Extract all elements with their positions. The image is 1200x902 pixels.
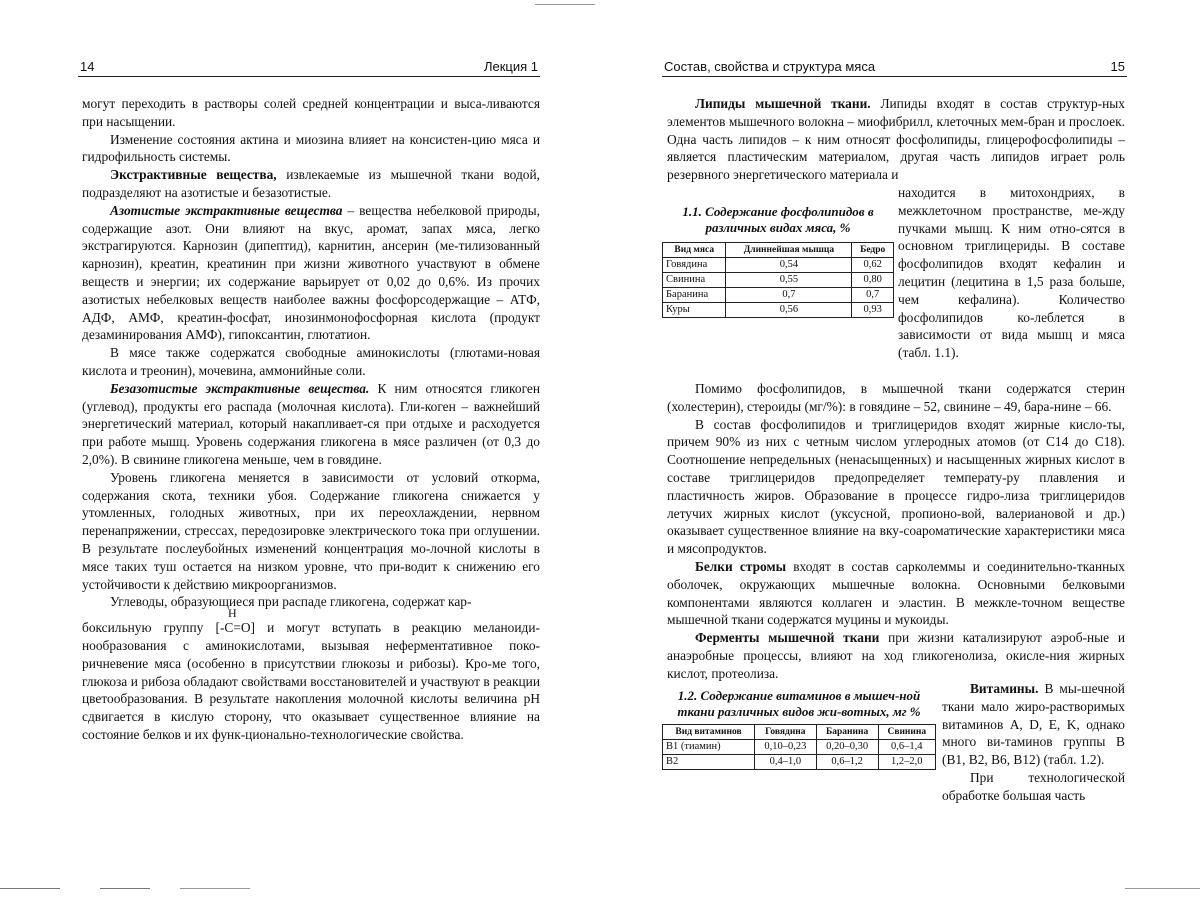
formula-h: H (228, 606, 237, 621)
table-row: Говядина 0,54 0,62 (663, 258, 894, 273)
table-row: Куры 0,56 0,93 (663, 303, 894, 318)
paragraph: Уровень гликогена меняется в зависимости от условий откорма, содержания скота, техники убоя. Содержание гликогена снижается у утомленных, голодных животных, при их переохлаждении, нервном перенапряжении, стрессах, передозировке электрического тока при оглушении. В результате послеубойных изменений концентрация мо-лочной кислоты в мясе таких туш остается на низком уровне, что при-водит к снижению его устойчивости к действию микроорганизмов. (82, 469, 540, 592)
paragraph: Ферменты мышечной ткани при жизни катализируют аэроб-ные и анаэробные процессы, влияют на ход гликогенолиза, окисле-ния жирных кислот, протеолиза. (667, 630, 1125, 681)
table-header: Говядина (755, 725, 817, 740)
heading-enzymes: Ферменты мышечной ткани (695, 630, 880, 646)
heading-nonnitrogenous: Безазотистые экстрактивные вещества. (110, 380, 370, 396)
scan-artifact (535, 4, 595, 5)
table-row: B1 (тиамин) 0,10–0,23 0,20–0,30 0,6–1,4 (663, 740, 936, 755)
paragraph: Белки стромы входят в состав сарколеммы и соединительно-тканных оболочек, окружающих мышечные волокна. Основными белковыми компонентами являются коллаген и эластин. В межкле-точном веществе мышечной ткани содержатся муцины и мукоиды. (667, 558, 1125, 628)
paragraph: Помимо фосфолипидов, в мышечной ткани содержатся стерин (холестерин), стероиды (мг/%): в говядине – 52, свинине – 49, бара-нине – 66. (667, 381, 1125, 414)
table-header: Свинина (878, 725, 935, 740)
vitamin-table (662, 724, 936, 770)
table-row: Баранина 0,7 0,7 (663, 288, 894, 303)
right-running-title: Состав, свойства и структура мяса (664, 59, 876, 74)
scan-artifact (1125, 888, 1200, 889)
scan-artifact (0, 888, 60, 889)
table-row: B2 0,4–1,0 0,6–1,2 1,2–2,0 (663, 755, 936, 770)
phospholipid-table (662, 242, 894, 318)
right-text-middle (667, 380, 1125, 683)
table-phospholipids (662, 204, 894, 318)
heading-vitamins: Витамины. (970, 681, 1039, 696)
table-caption: 1.2. Содержание витаминов в мышеч-ной ткани различных видов жи-вотных, мг % (677, 688, 921, 719)
left-running-title: Лекция 1 (483, 59, 538, 74)
scan-artifact (100, 888, 150, 889)
heading-nitrogenous: Азотистые экстрактивные вещества (110, 202, 343, 218)
table-header: Длиннейшая мышца (726, 243, 852, 258)
paragraph: боксильную группу [-C=O] и могут вступать в реакцию меланоиди-нообразования с аминокислотами, вызывая неферментативное поко-ричневение мяса (особенно в присутствии глюкозы и рибозы). Кро-ме того, глюкоза и рибоза обладают свойствами восстановителей и участвуют в реакции цветообразования. В результате накопления молочной кислоты величина pH сдвигается в кислую сторону, что оказывает существенное влияние на состояние белков и их функ-ционально-технологические свойства. (82, 620, 540, 742)
tech-text: При технологической обработке большая часть (942, 769, 1125, 803)
paragraph: могут переходить в растворы солей средней концентрации и выса-ливаются при насыщении. (82, 96, 540, 129)
left-running-header (78, 60, 540, 77)
paragraph: В мясе также содержатся свободные аминокислоты (глютами-новая кислота и треонин), мочевина, аммонийные соли. (82, 345, 540, 378)
vitamins-side-text: Витамины. В мы-шечной ткани мало жиро-растворимых витаминов А, D, E, K, однако много ви-таминов группы В (B1, B2, B6, B12) (табл. 1.2). При технологической обработке большая часть (942, 681, 1125, 803)
right-page (600, 0, 1200, 902)
paragraph: Углеводы, образующиеся при распаде гликогена, содержат кар- (110, 594, 472, 610)
lipids-side-text: находится в митохондриях, в межклеточном пространстве, ме-жду пучками мышц. К ним отно-сятся в основном триглицериды. В составе фосфолипидов входят кефалин и лецитин (лецитина в 1,5 раза больше, чем кефалина). Количество фосфолипидов ко-леблется в зависимости от вида мышц и мяса (табл. 1.1). (898, 185, 1125, 361)
paragraph: Азотистые экстрактивные вещества – вещества небелковой природы, содержащие азот. Они влияют на вкус, аромат, запах мяса, легко экстрагируются. Карнозин (дипептид), карнитин, ансерин (ме-тилизованный карнозин), креатин, креатинин при жизни животного участвуют в обмене веществ и энергии; их содержание варьирует от 0,02 до 0,6%. Из прочих азотистых небелковых веществ наиболее важны фосфорсодержащие – АТФ, АДФ, АМФ, креатин-фосфат, инозинмонофосфорная кислота (продукт дезаминирования АМФ), гипоксантин, глютатион. (82, 202, 540, 343)
paragraph: Безазотистые экстрактивные вещества. К ним относятся гликоген (углевод), продукты его распада (молочная кислота). Гли-коген – важнейший энергетический материал, который накапливает-ся при отдыхе и расходуется при работе мышц. Уровень содержания гликогена в мясе различен (от 0,3 до 2,0%). В свинине гликогена меньше, чем в говядине. (82, 380, 540, 467)
paragraph: Изменение состояния актина и миозина влияет на консистен-цию мяса и гидрофильность системы. (82, 131, 540, 165)
heading-stroma: Белки стромы (695, 558, 787, 574)
table-header: Бедро (852, 243, 894, 258)
table-header: Вид витаминов (663, 725, 755, 740)
table-caption: 1.1. Содержание фосфолипидов в различных видах мяса, % (682, 204, 874, 235)
paragraph: Экстрактивные вещества, извлекаемые из мышечной ткани водой, подразделяют на азотистые и безазотистые. (82, 167, 541, 200)
right-running-header (662, 60, 1127, 77)
table-vitamins (662, 688, 936, 770)
heading-extractive: Экстрактивные вещества, (110, 167, 277, 183)
table-row: Свинина 0,55 0,80 (663, 273, 894, 288)
right-text-top (667, 95, 1125, 184)
paragraph: В состав фосфолипидов и триглицеридов входят жирные кисло-ты, причем 90% из них с четным числом углеродных атомов (от C14 до C18). Соотношение непредельных (ненасыщенных) и насыщенных жирных кислот в составе триглицеридов предопределяет температу-ру плавления и пластичность жиров. Образование в процессе гидро-лиза триглицеридов летучих жирных кислот (уксусной, пропионо-вой, валериановой и др.) оказывает существенное влияние на вку-соароматические характеристики мяса и мясопродуктов. (667, 416, 1125, 557)
paragraph: Липиды мышечной ткани. Липиды входят в состав структур-ных элементов мышечного волокна – миофибрилл, клеточных мем-бран и прослоек. Одна часть липидов – к ним относят фосфолипиды, глицерофосфолипиды – является пластическим материалом, другая часть липидов играет роль резервного энергетического материала и (667, 96, 1125, 183)
table-header: Вид мяса (663, 243, 726, 258)
table-header: Баранина (816, 725, 878, 740)
left-text-column (82, 95, 540, 744)
left-page-number: 14 (80, 59, 95, 74)
scan-artifact (180, 888, 250, 889)
heading-lipids: Липиды мышечной ткани. (695, 96, 871, 111)
right-page-number: 15 (1110, 59, 1125, 74)
formula-h-row (82, 606, 540, 621)
